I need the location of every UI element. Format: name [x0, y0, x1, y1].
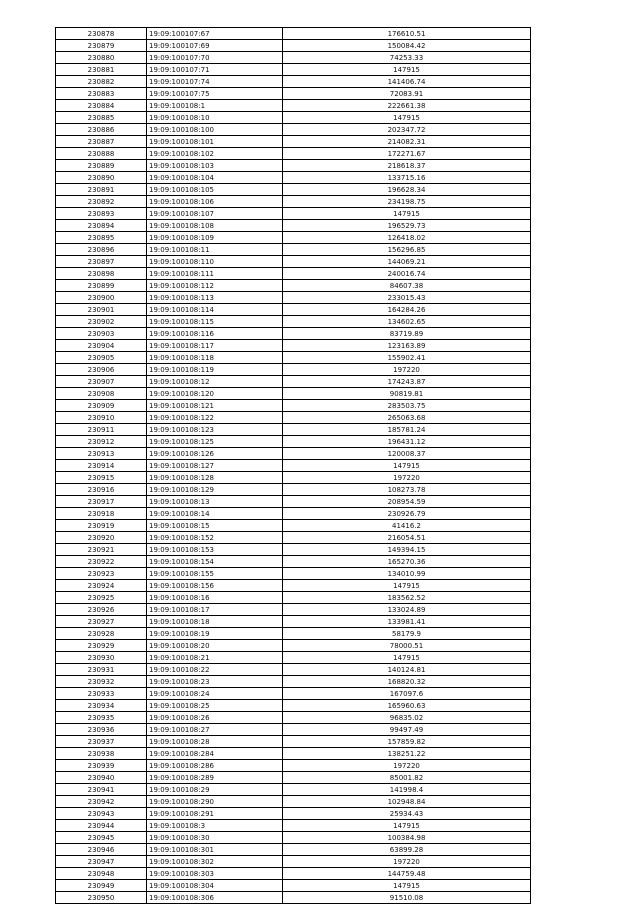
- row-number-cell: 230905: [56, 352, 147, 364]
- table-row: [56, 136, 531, 148]
- table-row: [56, 724, 531, 736]
- row-number-cell: 230912: [56, 436, 147, 448]
- row-number-cell: 230917: [56, 496, 147, 508]
- table-row: [56, 808, 531, 820]
- row-number-cell: 230939: [56, 760, 147, 772]
- cadastral-number-cell: 19:09:100107:74: [147, 76, 283, 88]
- cadastral-number-cell: 19:09:100108:129: [147, 484, 283, 496]
- row-number-cell: 230929: [56, 640, 147, 652]
- table-row: [56, 832, 531, 844]
- value-cell: 58179.9: [283, 628, 531, 640]
- row-number-cell: 230914: [56, 460, 147, 472]
- table-row: [56, 232, 531, 244]
- value-cell: 141998.4: [283, 784, 531, 796]
- cadastral-number-cell: 19:09:100108:306: [147, 892, 283, 904]
- cadastral-number-cell: 19:09:100108:18: [147, 616, 283, 628]
- value-cell: 196431.12: [283, 436, 531, 448]
- cadastral-number-cell: 19:09:100108:152: [147, 532, 283, 544]
- table-row: [56, 148, 531, 160]
- table-row: [56, 184, 531, 196]
- value-cell: 218618.37: [283, 160, 531, 172]
- value-cell: 85001.82: [283, 772, 531, 784]
- value-cell: 167097.6: [283, 688, 531, 700]
- cadastral-number-cell: 19:09:100108:128: [147, 472, 283, 484]
- value-cell: 120008.37: [283, 448, 531, 460]
- table-row: [56, 220, 531, 232]
- value-cell: 134010.99: [283, 568, 531, 580]
- value-cell: 168820.32: [283, 676, 531, 688]
- value-cell: 108273.78: [283, 484, 531, 496]
- cadastral-number-cell: 19:09:100108:107: [147, 208, 283, 220]
- value-cell: 99497.49: [283, 724, 531, 736]
- row-number-cell: 230902: [56, 316, 147, 328]
- value-cell: 141406.74: [283, 76, 531, 88]
- table-row: [56, 796, 531, 808]
- table-row: [56, 628, 531, 640]
- value-cell: 150084.42: [283, 40, 531, 52]
- cadastral-number-cell: 19:09:100108:156: [147, 580, 283, 592]
- row-number-cell: 230900: [56, 292, 147, 304]
- row-number-cell: 230908: [56, 388, 147, 400]
- value-cell: 222661.38: [283, 100, 531, 112]
- row-number-cell: 230947: [56, 856, 147, 868]
- row-number-cell: 230942: [56, 796, 147, 808]
- table-row: [56, 328, 531, 340]
- row-number-cell: 230898: [56, 268, 147, 280]
- table-row: [56, 604, 531, 616]
- cadastral-number-cell: 19:09:100108:106: [147, 196, 283, 208]
- row-number-cell: 230881: [56, 64, 147, 76]
- row-number-cell: 230899: [56, 280, 147, 292]
- table-row: [56, 244, 531, 256]
- table-row: [56, 412, 531, 424]
- cadastral-number-cell: 19:09:100108:120: [147, 388, 283, 400]
- cadastral-number-cell: 19:09:100108:27: [147, 724, 283, 736]
- value-cell: 174243.87: [283, 376, 531, 388]
- cadastral-number-cell: 19:09:100108:15: [147, 520, 283, 532]
- cadastral-number-cell: 19:09:100107:69: [147, 40, 283, 52]
- row-number-cell: 230907: [56, 376, 147, 388]
- cadastral-number-cell: 19:09:100108:11: [147, 244, 283, 256]
- table-row: [56, 160, 531, 172]
- cadastral-number-cell: 19:09:100108:109: [147, 232, 283, 244]
- value-cell: 138251.22: [283, 748, 531, 760]
- cadastral-number-cell: 19:09:100107:67: [147, 28, 283, 40]
- cadastral-number-cell: 19:09:100108:113: [147, 292, 283, 304]
- row-number-cell: 230918: [56, 508, 147, 520]
- row-number-cell: 230926: [56, 604, 147, 616]
- cadastral-number-cell: 19:09:100108:116: [147, 328, 283, 340]
- table-row: [56, 784, 531, 796]
- value-cell: 74253.33: [283, 52, 531, 64]
- value-cell: 25934.43: [283, 808, 531, 820]
- table-row: [56, 892, 531, 904]
- cadastral-number-cell: 19:09:100108:286: [147, 760, 283, 772]
- value-cell: 78000.51: [283, 640, 531, 652]
- table-row: [56, 616, 531, 628]
- value-cell: 183562.52: [283, 592, 531, 604]
- value-cell: 147915: [283, 580, 531, 592]
- row-number-cell: 230906: [56, 364, 147, 376]
- cadastral-number-cell: 19:09:100108:290: [147, 796, 283, 808]
- value-cell: 147915: [283, 820, 531, 832]
- table-row: [56, 556, 531, 568]
- table-row: [56, 472, 531, 484]
- row-number-cell: 230927: [56, 616, 147, 628]
- table-row: [56, 388, 531, 400]
- cadastral-number-cell: 19:09:100108:117: [147, 340, 283, 352]
- row-number-cell: 230891: [56, 184, 147, 196]
- row-number-cell: 230941: [56, 784, 147, 796]
- cadastral-number-cell: 19:09:100108:118: [147, 352, 283, 364]
- cadastral-number-cell: 19:09:100108:29: [147, 784, 283, 796]
- row-number-cell: 230931: [56, 664, 147, 676]
- cadastral-number-cell: 19:09:100108:102: [147, 148, 283, 160]
- table-row: [56, 544, 531, 556]
- row-number-cell: 230949: [56, 880, 147, 892]
- table-row: [56, 844, 531, 856]
- table-row: [56, 760, 531, 772]
- cadastral-number-cell: 19:09:100108:19: [147, 628, 283, 640]
- table-row: [56, 424, 531, 436]
- table-row: [56, 520, 531, 532]
- value-cell: 147915: [283, 460, 531, 472]
- value-cell: 133024.89: [283, 604, 531, 616]
- value-cell: 214082.31: [283, 136, 531, 148]
- cadastral-number-cell: 19:09:100108:30: [147, 832, 283, 844]
- cadastral-number-cell: 19:09:100107:71: [147, 64, 283, 76]
- value-cell: 164284.26: [283, 304, 531, 316]
- row-number-cell: 230948: [56, 868, 147, 880]
- table-row: [56, 316, 531, 328]
- cadastral-number-cell: 19:09:100108:304: [147, 880, 283, 892]
- value-cell: 165270.36: [283, 556, 531, 568]
- cadastral-number-cell: 19:09:100108:122: [147, 412, 283, 424]
- cadastral-number-cell: 19:09:100108:123: [147, 424, 283, 436]
- value-cell: 155902.41: [283, 352, 531, 364]
- value-cell: 216054.51: [283, 532, 531, 544]
- value-cell: 202347.72: [283, 124, 531, 136]
- row-number-cell: 230940: [56, 772, 147, 784]
- value-cell: 165960.63: [283, 700, 531, 712]
- cadastral-number-cell: 19:09:100108:17: [147, 604, 283, 616]
- cadastral-number-cell: 19:09:100108:20: [147, 640, 283, 652]
- row-number-cell: 230930: [56, 652, 147, 664]
- value-cell: 196628.34: [283, 184, 531, 196]
- cadastral-number-cell: 19:09:100108:101: [147, 136, 283, 148]
- cadastral-number-cell: 19:09:100108:26: [147, 712, 283, 724]
- table-row: [56, 208, 531, 220]
- value-cell: 140124.81: [283, 664, 531, 676]
- value-cell: 41416.2: [283, 520, 531, 532]
- cadastral-number-cell: 19:09:100108:14: [147, 508, 283, 520]
- row-number-cell: 230886: [56, 124, 147, 136]
- table-row: [56, 640, 531, 652]
- cadastral-number-cell: 19:09:100108:25: [147, 700, 283, 712]
- value-cell: 63899.28: [283, 844, 531, 856]
- row-number-cell: 230894: [56, 220, 147, 232]
- table-row: [56, 64, 531, 76]
- row-number-cell: 230890: [56, 172, 147, 184]
- row-number-cell: 230916: [56, 484, 147, 496]
- value-cell: 90819.81: [283, 388, 531, 400]
- cadastral-number-cell: 19:09:100108:105: [147, 184, 283, 196]
- table-row: [56, 352, 531, 364]
- row-number-cell: 230889: [56, 160, 147, 172]
- table-row: [56, 688, 531, 700]
- table-row: [56, 448, 531, 460]
- cadastral-number-cell: 19:09:100108:284: [147, 748, 283, 760]
- row-number-cell: 230909: [56, 400, 147, 412]
- value-cell: 91510.08: [283, 892, 531, 904]
- table-row: [56, 76, 531, 88]
- row-number-cell: 230893: [56, 208, 147, 220]
- cadastral-number-cell: 19:09:100108:3: [147, 820, 283, 832]
- row-number-cell: 230924: [56, 580, 147, 592]
- cadastral-number-cell: 19:09:100107:70: [147, 52, 283, 64]
- row-number-cell: 230880: [56, 52, 147, 64]
- row-number-cell: 230911: [56, 424, 147, 436]
- row-number-cell: 230945: [56, 832, 147, 844]
- row-number-cell: 230910: [56, 412, 147, 424]
- value-cell: 84607.38: [283, 280, 531, 292]
- cadastral-number-cell: 19:09:100108:127: [147, 460, 283, 472]
- cadastral-number-cell: 19:09:100108:28: [147, 736, 283, 748]
- cadastral-number-cell: 19:09:100108:16: [147, 592, 283, 604]
- table-row: [56, 568, 531, 580]
- row-number-cell: 230901: [56, 304, 147, 316]
- value-cell: 197220: [283, 760, 531, 772]
- cadastral-number-cell: 19:09:100108:104: [147, 172, 283, 184]
- row-number-cell: 230946: [56, 844, 147, 856]
- table-row: [56, 868, 531, 880]
- value-cell: 157859.82: [283, 736, 531, 748]
- table-row: [56, 772, 531, 784]
- row-number-cell: 230884: [56, 100, 147, 112]
- cadastral-number-cell: 19:09:100108:125: [147, 436, 283, 448]
- cadastral-number-cell: 19:09:100108:121: [147, 400, 283, 412]
- cadastral-number-cell: 19:09:100108:154: [147, 556, 283, 568]
- row-number-cell: 230895: [56, 232, 147, 244]
- cadastral-number-cell: 19:09:100108:13: [147, 496, 283, 508]
- value-cell: 134602.65: [283, 316, 531, 328]
- value-cell: 197220: [283, 472, 531, 484]
- row-number-cell: 230932: [56, 676, 147, 688]
- row-number-cell: 230935: [56, 712, 147, 724]
- value-cell: 233015.43: [283, 292, 531, 304]
- table-row: [56, 700, 531, 712]
- table-row: [56, 508, 531, 520]
- value-cell: 144069.21: [283, 256, 531, 268]
- value-cell: 176610.51: [283, 28, 531, 40]
- table-row: [56, 880, 531, 892]
- value-cell: 133715.16: [283, 172, 531, 184]
- row-number-cell: 230888: [56, 148, 147, 160]
- row-number-cell: 230920: [56, 532, 147, 544]
- table-row: [56, 436, 531, 448]
- table-row: [56, 340, 531, 352]
- table-row: [56, 124, 531, 136]
- table-row: [56, 460, 531, 472]
- table-row: [56, 712, 531, 724]
- cadastral-number-cell: 19:09:100108:103: [147, 160, 283, 172]
- row-number-cell: 230913: [56, 448, 147, 460]
- value-cell: 100384.98: [283, 832, 531, 844]
- cadastral-number-cell: 19:09:100108:22: [147, 664, 283, 676]
- row-number-cell: 230922: [56, 556, 147, 568]
- cadastral-number-cell: 19:09:100108:114: [147, 304, 283, 316]
- cadastral-number-cell: 19:09:100108:100: [147, 124, 283, 136]
- value-cell: 208954.59: [283, 496, 531, 508]
- value-cell: 240016.74: [283, 268, 531, 280]
- table-body: [56, 28, 531, 904]
- value-cell: 147915: [283, 208, 531, 220]
- value-cell: 147915: [283, 112, 531, 124]
- cadastral-number-cell: 19:09:100108:23: [147, 676, 283, 688]
- table-row: [56, 736, 531, 748]
- value-cell: 72083.91: [283, 88, 531, 100]
- row-number-cell: 230937: [56, 736, 147, 748]
- row-number-cell: 230934: [56, 700, 147, 712]
- cadastral-number-cell: 19:09:100108:302: [147, 856, 283, 868]
- value-cell: 172271.67: [283, 148, 531, 160]
- value-cell: 147915: [283, 880, 531, 892]
- row-number-cell: 230892: [56, 196, 147, 208]
- row-number-cell: 230904: [56, 340, 147, 352]
- table-row: [56, 664, 531, 676]
- value-cell: 126418.02: [283, 232, 531, 244]
- row-number-cell: 230903: [56, 328, 147, 340]
- value-cell: 197220: [283, 856, 531, 868]
- value-cell: 230926.79: [283, 508, 531, 520]
- table-row: [56, 532, 531, 544]
- value-cell: 147915: [283, 652, 531, 664]
- table-row: [56, 676, 531, 688]
- value-cell: 102948.84: [283, 796, 531, 808]
- value-cell: 96835.02: [283, 712, 531, 724]
- row-number-cell: 230896: [56, 244, 147, 256]
- cadastral-number-cell: 19:09:100108:108: [147, 220, 283, 232]
- value-cell: 197220: [283, 364, 531, 376]
- value-cell: 265063.68: [283, 412, 531, 424]
- row-number-cell: 230925: [56, 592, 147, 604]
- row-number-cell: 230897: [56, 256, 147, 268]
- row-number-cell: 230879: [56, 40, 147, 52]
- cadastral-number-cell: 19:09:100108:111: [147, 268, 283, 280]
- table-row: [56, 52, 531, 64]
- value-cell: 196529.73: [283, 220, 531, 232]
- value-cell: 123163.89: [283, 340, 531, 352]
- row-number-cell: 230928: [56, 628, 147, 640]
- row-number-cell: 230933: [56, 688, 147, 700]
- cadastral-number-cell: 19:09:100108:10: [147, 112, 283, 124]
- cadastral-number-cell: 19:09:100108:110: [147, 256, 283, 268]
- table-row: [56, 304, 531, 316]
- cadastral-number-cell: 19:09:100107:75: [147, 88, 283, 100]
- value-cell: 144759.48: [283, 868, 531, 880]
- table-row: [56, 292, 531, 304]
- row-number-cell: 230923: [56, 568, 147, 580]
- row-number-cell: 230944: [56, 820, 147, 832]
- row-number-cell: 230915: [56, 472, 147, 484]
- table-row: [56, 268, 531, 280]
- value-cell: 83719.89: [283, 328, 531, 340]
- table-row: [56, 88, 531, 100]
- table-row: [56, 40, 531, 52]
- cadastral-number-cell: 19:09:100108:289: [147, 772, 283, 784]
- table-row: [56, 364, 531, 376]
- table-row: [56, 484, 531, 496]
- table-row: [56, 100, 531, 112]
- cadastral-number-cell: 19:09:100108:155: [147, 568, 283, 580]
- row-number-cell: 230919: [56, 520, 147, 532]
- value-cell: 156296.85: [283, 244, 531, 256]
- value-cell: 185781.24: [283, 424, 531, 436]
- table-row: [56, 400, 531, 412]
- row-number-cell: 230882: [56, 76, 147, 88]
- table-row: [56, 820, 531, 832]
- table-row: [56, 196, 531, 208]
- row-number-cell: 230878: [56, 28, 147, 40]
- cadastral-number-cell: 19:09:100108:291: [147, 808, 283, 820]
- value-cell: 283503.75: [283, 400, 531, 412]
- row-number-cell: 230885: [56, 112, 147, 124]
- table-row: [56, 592, 531, 604]
- table-row: [56, 496, 531, 508]
- cadastral-number-cell: 19:09:100108:126: [147, 448, 283, 460]
- table-row: [56, 256, 531, 268]
- cadastral-number-cell: 19:09:100108:115: [147, 316, 283, 328]
- table-row: [56, 112, 531, 124]
- value-cell: 133981.41: [283, 616, 531, 628]
- cadastral-number-cell: 19:09:100108:119: [147, 364, 283, 376]
- table-row: [56, 652, 531, 664]
- cadastral-number-cell: 19:09:100108:21: [147, 652, 283, 664]
- table-row: [56, 376, 531, 388]
- cadastral-number-cell: 19:09:100108:153: [147, 544, 283, 556]
- value-cell: 234198.75: [283, 196, 531, 208]
- row-number-cell: 230887: [56, 136, 147, 148]
- cadastral-number-cell: 19:09:100108:303: [147, 868, 283, 880]
- table-row: [56, 280, 531, 292]
- cadastral-number-cell: 19:09:100108:1: [147, 100, 283, 112]
- table-row: [56, 28, 531, 40]
- cadastral-number-cell: 19:09:100108:301: [147, 844, 283, 856]
- table-row: [56, 580, 531, 592]
- row-number-cell: 230938: [56, 748, 147, 760]
- row-number-cell: 230883: [56, 88, 147, 100]
- row-number-cell: 230943: [56, 808, 147, 820]
- table-row: [56, 856, 531, 868]
- row-number-cell: 230921: [56, 544, 147, 556]
- cadastral-number-cell: 19:09:100108:12: [147, 376, 283, 388]
- value-cell: 149394.15: [283, 544, 531, 556]
- value-cell: 147915: [283, 64, 531, 76]
- table-row: [56, 172, 531, 184]
- data-table: [55, 27, 531, 904]
- row-number-cell: 230936: [56, 724, 147, 736]
- cadastral-number-cell: 19:09:100108:112: [147, 280, 283, 292]
- table-row: [56, 748, 531, 760]
- cadastral-number-cell: 19:09:100108:24: [147, 688, 283, 700]
- row-number-cell: 230950: [56, 892, 147, 904]
